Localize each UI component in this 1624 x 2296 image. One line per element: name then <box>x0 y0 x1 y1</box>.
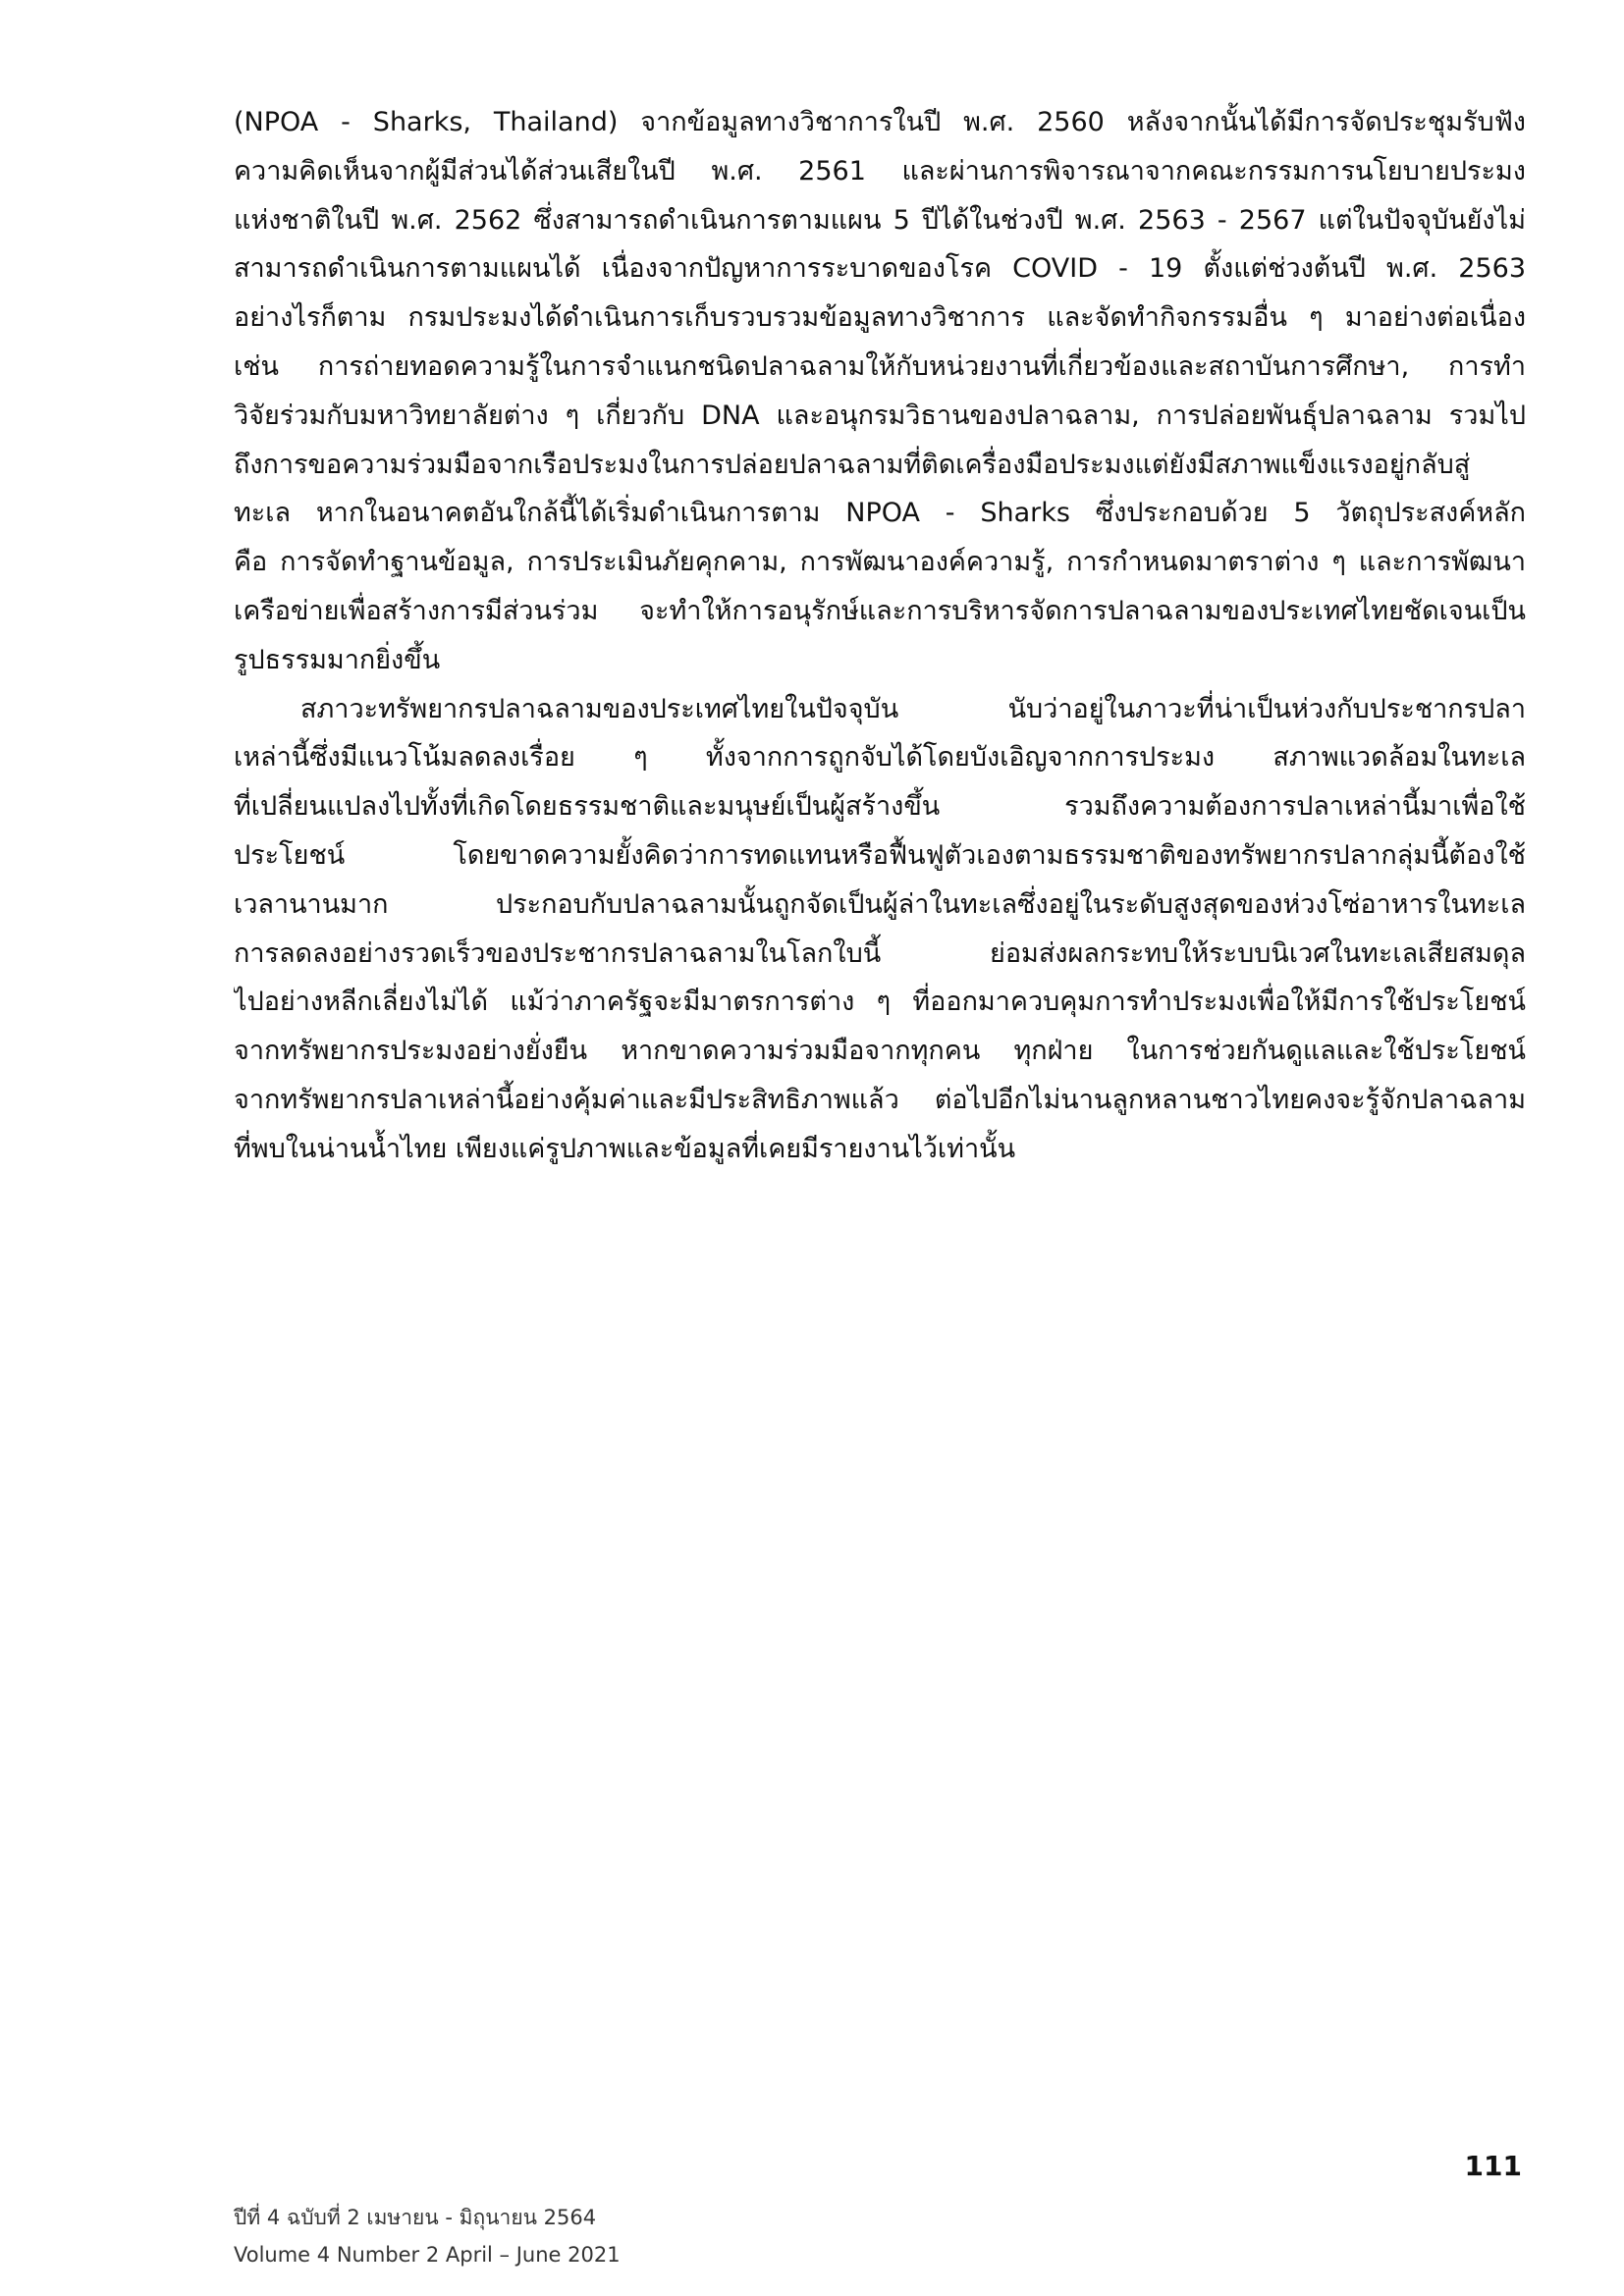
text-line: สามารถดำเนินการตามแผนได้ เนื่องจากปัญหาการระบาดของโรค COVID - 19 ตั้งแต่ช่วงต้นปี พ.ศ. 2563 <box>234 253 1526 285</box>
paragraph-2 <box>234 685 1526 1174</box>
text-line: ถึงการขอความร่วมมือจากเรือประมงในการปล่อยปลาฉลามที่ติดเครื่องมือประมงแต่ยังมีสภาพแข็งแรงอยู่กลับสู่ <box>234 449 1471 480</box>
text-line: เวลานานมาก ประกอบกับปลาฉลามนั้นถูกจัดเป็นผู้ล่าในทะเลซึ่งอยู่ในระดับสูงสุดของห่วงโซ่อาหารในทะเล <box>234 888 1526 920</box>
text-line: รูปธรรมมากยิ่งขึ้น <box>234 644 441 675</box>
text-line: อย่างไรก็ตาม กรมประมงได้ดำเนินการเก็บรวบรวมข้อมูลทางวิชาการ และจัดทำกิจกรรมอื่น ๆ มาอย่างต่อเนื่อง <box>234 302 1526 334</box>
text-line: เครือข่ายเพื่อสร้างการมีส่วนร่วม จะทำให้การอนุรักษ์และการบริหารจัดการปลาฉลามของประเทศไทยชัดเจนเป็น <box>234 595 1526 626</box>
text-line: การลดลงอย่างรวดเร็วของประชากรปลาฉลามในโลกใบนี้ ย่อมส่งผลกระทบให้ระบบนิเวศในทะเลเสียสมดุล <box>234 937 1526 969</box>
text-line: คือ การจัดทำฐานข้อมูล, การประเมินภัยคุกคาม, การพัฒนาองค์ความรู้, การกำหนดมาตราต่าง ๆ และการพัฒนา <box>234 547 1526 578</box>
text-line: แห่งชาติในปี พ.ศ. 2562 ซึ่งสามารถดำเนินการตามแผน 5 ปีได้ในช่วงปี พ.ศ. 2563 - 2567 แต่ในปัจจุบันยังไม่ <box>234 204 1526 236</box>
footer-english-issue: Volume 4 Number 2 April – June 2021 <box>234 2243 621 2267</box>
text-line: ที่พบในน่านน้ำไทย เพียงแค่รูปภาพและข้อมูลที่เคยมีรายงานไว้เท่านั้น <box>234 1133 1016 1164</box>
journal-footer <box>234 2199 621 2273</box>
text-line: ความคิดเห็นจากผู้มีส่วนได้ส่วนเสียในปี พ.ศ. 2561 และผ่านการพิจารณาจากคณะกรรมการนโยบายประมง <box>234 155 1526 187</box>
page-number: 111 <box>1464 2150 1522 2182</box>
footer-thai-issue: ปีที่ 4 ฉบับที่ 2 เมษายน - มิถุนายน 2564 <box>234 2206 597 2229</box>
text-line: เหล่านี้ซึ่งมีแนวโน้มลดลงเรื่อย ๆ ทั้งจากการถูกจับได้โดยบังเอิญจากการประมง สภาพแวดล้อมในทะเล <box>234 742 1526 774</box>
text-line: เช่น การถ่ายทอดความรู้ในการจำแนกชนิดปลาฉลามให้กับหน่วยงานที่เกี่ยวข้องและสถาบันการศึกษา, การทำ <box>234 350 1526 382</box>
text-line: จากทรัพยากรประมงอย่างยั่งยืน หากขาดความร่วมมือจากทุกคน ทุกฝ่าย ในการช่วยกันดูแลและใช้ประโยชน์ <box>234 1036 1526 1067</box>
paragraph-1 <box>234 98 1526 685</box>
text-line: ไปอย่างหลีกเลี่ยงไม่ได้ แม้ว่าภาครัฐจะมีมาตรการต่าง ๆ ที่ออกมาควบคุมการทำประมงเพื่อให้มีการใช้ประโยชน์ <box>234 987 1526 1018</box>
text-line: ที่เปลี่ยนแปลงไปทั้งที่เกิดโดยธรรมชาติและมนุษย์เป็นผู้สร้างขึ้น รวมถึงความต้องการปลาเหล่านี้มาเพื่อใช้ <box>234 791 1526 823</box>
text-line: ประโยชน์ โดยขาดความยั้งคิดว่าการทดแทนหรือฟื้นฟูตัวเองตามธรรมชาติของทรัพยากรปลากลุ่มนี้ต้องใช้ <box>234 839 1526 871</box>
text-line: ทะเล หากในอนาคตอันใกล้นี้ได้เริ่มดำเนินการตาม NPOA - Sharks ซึ่งประกอบด้วย 5 วัตถุประสงค์หลัก <box>234 498 1526 529</box>
body-text <box>234 98 1526 1174</box>
text-line: สภาวะทรัพยากรปลาฉลามของประเทศไทยในปัจจุบัน นับว่าอยู่ในภาวะที่น่าเป็นห่วงกับประชากรปลา <box>300 693 1526 724</box>
text-line: (NPOA - Sharks, Thailand) จากข้อมูลทางวิชาการในปี พ.ศ. 2560 หลังจากนั้นได้มีการจัดประชุมรับฟัง <box>234 107 1526 137</box>
text-line: วิจัยร่วมกับมหาวิทยาลัยต่าง ๆ เกี่ยวกับ DNA และอนุกรมวิธานของปลาฉลาม, การปล่อยพันธุ์ปลาฉลาม รวมไป <box>234 400 1526 431</box>
text-line: จากทรัพยากรปลาเหล่านี้อย่างคุ้มค่าและมีประสิทธิภาพแล้ว ต่อไปอีกไม่นานลูกหลานชาวไทยคงจะรู้จักปลาฉลาม <box>234 1084 1526 1115</box>
